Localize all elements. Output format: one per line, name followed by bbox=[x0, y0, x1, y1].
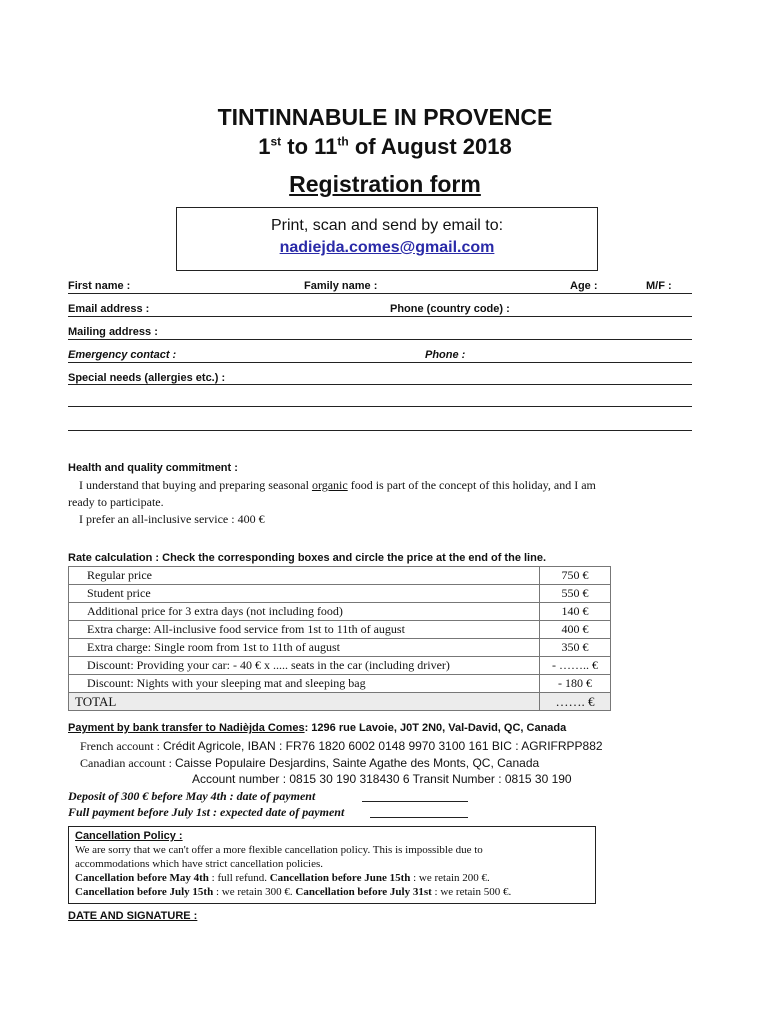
emergency-phone-label: Phone : bbox=[425, 349, 466, 361]
special-needs-line-1[interactable] bbox=[68, 384, 692, 385]
payment-heading: Payment by bank transfer to Nadièjda Comes: 1296 rue Lavoie, J0T 2N0, Val-David, QC, Canada bbox=[68, 722, 567, 734]
phone-label: Phone (country code) : bbox=[390, 303, 510, 315]
all-inclusive-option: I prefer an all-inclusive service : 400 € bbox=[79, 512, 265, 526]
event-title: TINTINNABULE IN PROVENCE bbox=[217, 104, 553, 130]
family-name-label: Family name : bbox=[304, 280, 378, 292]
mailing-address-line[interactable] bbox=[68, 339, 692, 340]
rate-row[interactable]: Additional price for 3 extra days (not including food) 140 € bbox=[69, 603, 611, 621]
cancellation-heading: Cancellation Policy : bbox=[75, 830, 183, 842]
rate-heading: Rate calculation : Check the corresponding boxes and circle the price at the end of the line. bbox=[68, 552, 546, 564]
rate-row[interactable]: Regular price 750 € bbox=[69, 567, 611, 585]
french-account: French account : Crédit Agricole, IBAN : FR76 1820 6002 0148 9970 3100 161 BIC : AGRIFRPP882 bbox=[80, 739, 603, 753]
rate-row[interactable]: Extra charge: All-inclusive food service from 1st to 11th of august 400 € bbox=[69, 621, 611, 639]
special-needs-label: Special needs (allergies etc.) : bbox=[68, 372, 226, 384]
cancellation-policy-box: Cancellation Policy : We are sorry that we can't offer a more flexible cancellation policy. This is impossible due to accommodations which have strict cancellation policies. Cancellation before May 4th : full refund. Cancellation before June 15th : we retain 200 €. Cancellation before July 15th : we retain 300 €. Cancellation before July 31st : we retain 500 €. bbox=[68, 826, 596, 904]
first-name-label: First name : bbox=[68, 280, 131, 292]
health-text: I understand that buying and preparing seasonal organic food is part of the concept of this holiday, and I am ready to participate. I prefer an all-inclusive service : 400 € bbox=[68, 478, 708, 527]
special-needs-line-3[interactable] bbox=[68, 430, 692, 431]
event-dates: 1st to 11th of August 2018 bbox=[258, 134, 512, 159]
emergency-contact-label: Emergency contact : bbox=[68, 349, 177, 361]
special-needs-line-2[interactable] bbox=[68, 406, 692, 407]
account-numbers: Account number : 0815 30 190 318430 6 Transit Number : 0815 30 190 bbox=[192, 772, 572, 786]
rate-total-row: TOTAL ……. € bbox=[69, 693, 611, 711]
gender-label: M/F : bbox=[646, 280, 672, 292]
name-line[interactable] bbox=[68, 293, 692, 294]
contact-email-link[interactable]: nadiejda.comes@gmail.com bbox=[279, 239, 495, 256]
rate-table bbox=[68, 566, 611, 711]
rate-row[interactable]: Extra charge: Single room from 1st to 11th of august 350 € bbox=[69, 639, 611, 657]
email-label: Email address : bbox=[68, 303, 150, 315]
emergency-line[interactable] bbox=[68, 362, 692, 363]
rate-row[interactable]: Discount: Nights with your sleeping mat and sleeping bag - 180 € bbox=[69, 675, 611, 693]
mailing-address-label: Mailing address : bbox=[68, 326, 158, 338]
email-line[interactable] bbox=[68, 316, 692, 317]
deposit-date-field[interactable] bbox=[362, 801, 468, 802]
rate-row[interactable]: Student price 550 € bbox=[69, 585, 611, 603]
full-payment-date-field[interactable] bbox=[370, 817, 468, 818]
send-instruction: Print, scan and send by email to: bbox=[270, 217, 504, 234]
deposit-line: Deposit of 300 € before May 4th : date of payment bbox=[68, 789, 316, 803]
full-payment-line: Full payment before July 1st : expected date of payment bbox=[68, 805, 345, 819]
age-label: Age : bbox=[570, 280, 598, 292]
send-instructions-box bbox=[176, 207, 598, 271]
form-title: Registration form bbox=[289, 171, 481, 197]
health-heading: Health and quality commitment : bbox=[68, 462, 238, 474]
rate-row[interactable]: Discount: Providing your car: - 40 € x ..... seats in the car (including driver) - …….. € bbox=[69, 657, 611, 675]
canadian-account: Canadian account : Caisse Populaire Desjardins, Sainte Agathe des Monts, QC, Canada bbox=[80, 756, 540, 770]
date-signature-label: DATE AND SIGNATURE : bbox=[68, 910, 198, 922]
